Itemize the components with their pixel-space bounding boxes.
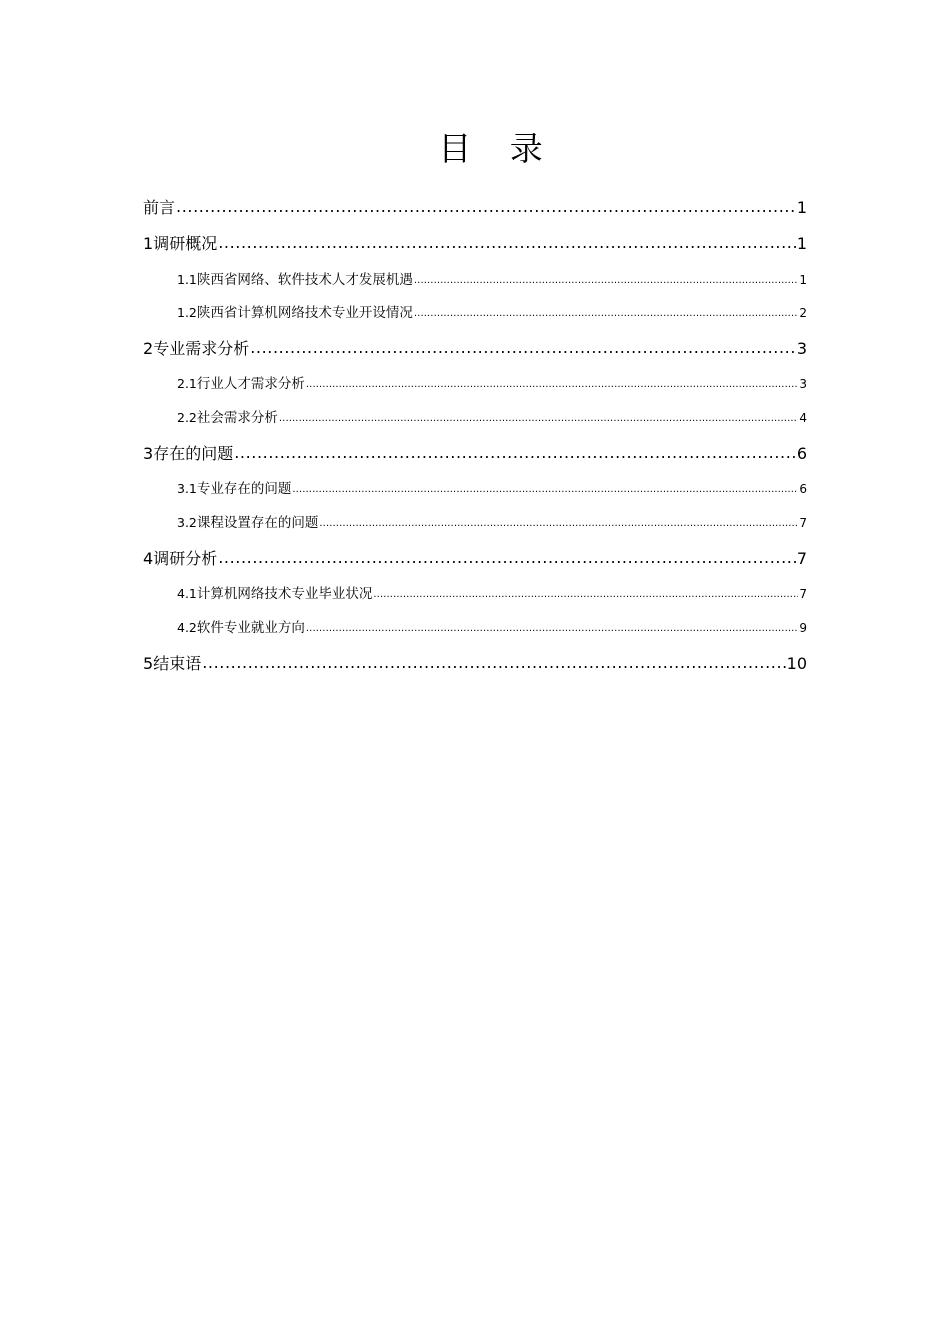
toc-entry-5[interactable] bbox=[143, 653, 807, 675]
toc-entry-page: 9 bbox=[799, 621, 807, 635]
toc-entry-number: 4.2 bbox=[177, 620, 197, 635]
toc-leader-dots bbox=[319, 513, 798, 533]
toc-entry-label: 存在的问题 bbox=[153, 444, 234, 463]
toc-entry-page: 7 bbox=[799, 587, 807, 601]
toc-entry-page: 3 bbox=[799, 377, 807, 391]
toc-entry-number: 2 bbox=[143, 339, 154, 358]
toc-entry-page: 6 bbox=[796, 444, 807, 463]
toc-entry-4-2[interactable] bbox=[177, 618, 807, 638]
toc-entry-number: 1.1 bbox=[177, 272, 197, 287]
toc-entry-label: 行业人才需求分析 bbox=[196, 376, 305, 392]
toc-entry-1[interactable] bbox=[143, 233, 807, 255]
toc-leader-dots bbox=[306, 374, 798, 394]
toc-entry-label: 前言 bbox=[143, 198, 176, 217]
toc-entry-page: 7 bbox=[799, 516, 807, 530]
toc-entry-page: 3 bbox=[796, 339, 807, 358]
toc-leader-dots bbox=[218, 548, 796, 570]
toc-entry-page: 1 bbox=[799, 273, 807, 287]
toc-entry-3-2[interactable] bbox=[177, 513, 807, 533]
toc-title: 目 录 bbox=[438, 129, 557, 168]
toc-entry-number: 2.2 bbox=[177, 410, 197, 425]
toc-entry-label: 陕西省计算机网络技术专业开设情况 bbox=[196, 305, 413, 321]
toc-entry-page: 4 bbox=[799, 411, 807, 425]
toc-entry-label: 社会需求分析 bbox=[196, 410, 278, 426]
toc-entry-page: 10 bbox=[786, 654, 807, 673]
toc-leader-dots bbox=[414, 303, 798, 323]
toc-leader-dots bbox=[250, 338, 796, 360]
toc-leader-dots bbox=[414, 270, 798, 290]
toc-entry-number: 3.1 bbox=[177, 481, 197, 496]
toc-leader-dots bbox=[218, 233, 796, 255]
toc-leader-dots bbox=[176, 197, 796, 219]
toc-entry-label: 陕西省网络、软件技术人才发展机遇 bbox=[196, 272, 413, 288]
toc-entry-number: 4.1 bbox=[177, 586, 197, 601]
toc-leader-dots bbox=[279, 408, 798, 428]
toc-entry-1-2[interactable] bbox=[177, 303, 807, 323]
toc-entry-number: 2.1 bbox=[177, 376, 197, 391]
toc-entry-label: 调研概况 bbox=[153, 234, 218, 253]
toc-entry-2-2[interactable] bbox=[177, 408, 807, 428]
toc-leader-dots bbox=[373, 584, 798, 604]
toc-entry-page: 2 bbox=[799, 306, 807, 320]
toc-entry-page: 7 bbox=[796, 549, 807, 568]
toc-entry-label: 软件专业就业方向 bbox=[196, 620, 305, 636]
toc-leader-dots bbox=[234, 443, 796, 465]
toc-entry-label: 计算机网络技术专业毕业状况 bbox=[196, 586, 373, 602]
toc-entry-number: 5 bbox=[143, 654, 154, 673]
toc-entry-page: 1 bbox=[796, 234, 807, 253]
toc-entry-number: 3 bbox=[143, 444, 154, 463]
toc-entry-number: 1.2 bbox=[177, 305, 197, 320]
toc-entry-preface[interactable] bbox=[143, 197, 807, 219]
toc-entry-label: 专业存在的问题 bbox=[196, 481, 292, 497]
toc-entry-4-1[interactable] bbox=[177, 584, 807, 604]
toc-entry-3-1[interactable] bbox=[177, 479, 807, 499]
toc-entry-label: 专业需求分析 bbox=[153, 339, 250, 358]
toc-entry-2-1[interactable] bbox=[177, 374, 807, 394]
toc-entry-label: 课程设置存在的问题 bbox=[196, 515, 319, 531]
toc-entry-2[interactable] bbox=[143, 338, 807, 360]
toc-leader-dots bbox=[202, 653, 785, 675]
toc-entry-page: 1 bbox=[796, 198, 807, 217]
toc-leader-dots bbox=[292, 479, 798, 499]
toc-entry-3[interactable] bbox=[143, 443, 807, 465]
toc-entry-number: 4 bbox=[143, 549, 154, 568]
toc-entry-label: 调研分析 bbox=[153, 549, 218, 568]
toc-entry-1-1[interactable] bbox=[177, 270, 807, 290]
toc-entry-number: 3.2 bbox=[177, 515, 197, 530]
toc-entry-page: 6 bbox=[799, 482, 807, 496]
toc-leader-dots bbox=[306, 618, 798, 638]
toc-entry-number: 1 bbox=[143, 234, 154, 253]
toc-entry-label: 结束语 bbox=[153, 654, 202, 673]
toc-entry-4[interactable] bbox=[143, 548, 807, 570]
